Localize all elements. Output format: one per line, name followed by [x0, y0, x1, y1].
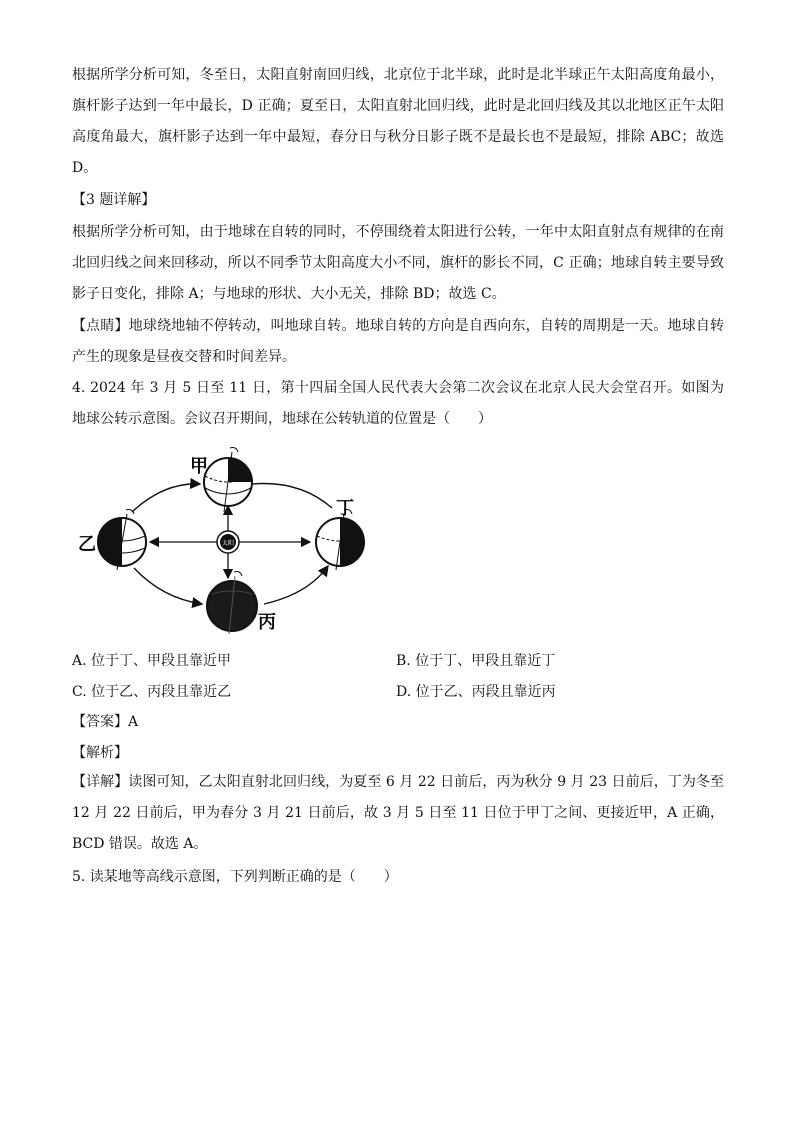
- paragraph-key-point: 【点睛】地球绕地轴不停转动，叫地球自转。地球自转的方向是自西向东，自转的周期是一天。地球自转产生的现象是昼夜交替和时间差异。: [72, 318, 724, 365]
- sun-label: 太阳: [221, 540, 235, 547]
- earth-revolution-diagram: [72, 444, 382, 634]
- paragraph-q3-analysis: 根据所学分析可知，由于地球在自转的同时，不停围绕着太阳进行公转，一年中太阳直射点有规律的在南北回归线之间来回移动，所以不同季节太阳高度大小不同，旗杆的影长不同，C 正确；地球自转主要导致影子日变化，排除 A；与地球的形状、大小无关，排除 BD；故选 C。: [72, 224, 724, 302]
- option-b: B. 位于丁、甲段且靠近丁: [396, 653, 556, 669]
- earth-yi: [98, 510, 146, 571]
- option-a: A. 位于丁、甲段且靠近甲: [72, 653, 232, 669]
- orbit-arc-yi-bing: [134, 568, 202, 604]
- paragraph-q4-detail: 【详解】读图可知，乙太阳直射北回归线，为夏至 6 月 22 日前后，丙为秋分 9 月 23 日前后，丁为冬至 12 月 22 日前后，甲为春分 3 月 21 日前后，故 3 月 5 日至 11 日位于甲丁之间、更接近甲，A 正确，BCD 错误。故选 A。: [72, 774, 724, 852]
- analysis-label: 【解析】: [72, 745, 128, 761]
- label-yi: 乙: [78, 534, 96, 555]
- option-d: D. 位于乙、丙段且靠近丙: [396, 684, 556, 700]
- answer-label: 【答案】A: [72, 714, 139, 730]
- orbit-arc-jia-yi: [132, 484, 200, 512]
- sun-icon: [217, 531, 239, 553]
- paragraph-q2-analysis: 根据所学分析可知，冬至日，太阳直射南回归线，北京位于北半球，此时是北半球正午太阳高度角最小，旗杆影子达到一年中最长，D 正确；夏至日，太阳直射北回归线，此时是北回归线及其以北地区正午太阳高度角最大，旗杆影子达到一年中最短，春分日与秋分日影子既不是最长也不是最短，排除 ABC；故选 D。: [72, 67, 724, 176]
- orbit-arc-bing-ding: [264, 566, 328, 604]
- label-ding: 丁: [336, 498, 354, 519]
- earth-bing: [207, 572, 257, 635]
- label-bing: 丙: [258, 612, 276, 633]
- label-jia: 甲: [190, 456, 208, 477]
- orbit-arc-jia-ding: [252, 484, 332, 509]
- question-5-stem: 5. 读某地等高线示意图，下列判断正确的是（ ）: [72, 869, 398, 885]
- heading-q3-detail: 【3 题详解】: [72, 192, 156, 208]
- option-c: C. 位于乙、丙段且靠近乙: [72, 684, 232, 700]
- earth-jia: [204, 448, 252, 513]
- question-4-stem: 4. 2024 年 3 月 5 日至 11 日，第十四届全国人民代表大会第二次会议在北京人民大会堂召开。如图为地球公转示意图。会议召开期间，地球在公转轨道的位置是（ ）: [72, 380, 724, 427]
